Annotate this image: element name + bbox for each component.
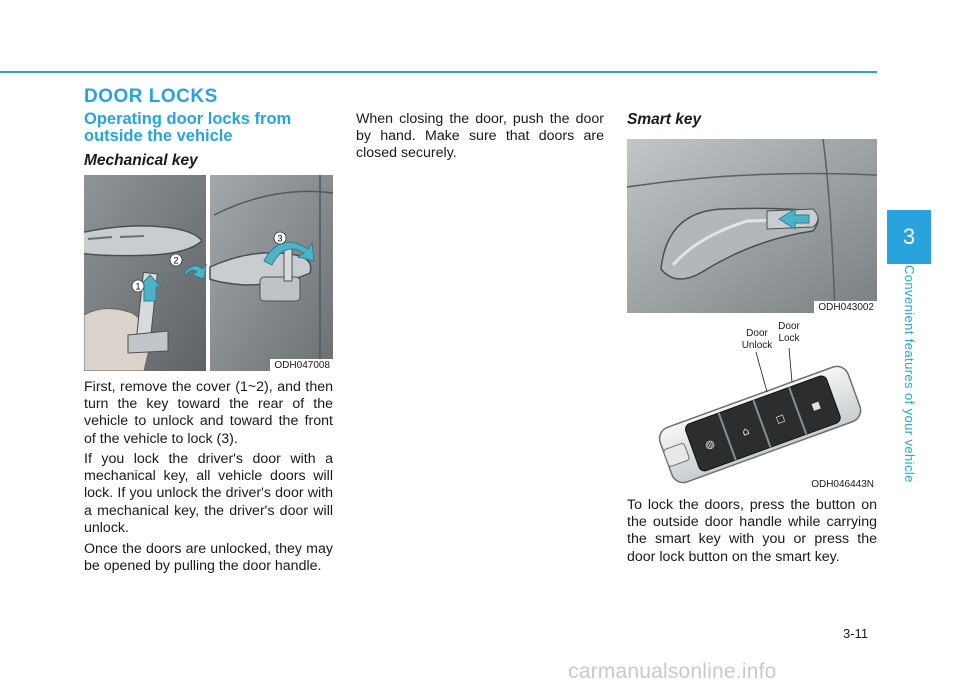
figure-code: ODH047008: [270, 359, 333, 371]
door-lock-label: Door Lock: [778, 321, 800, 344]
mechanical-key-heading: Mechanical key: [84, 152, 198, 169]
chapter-tab: 3: [887, 210, 931, 264]
smart-key-handle-figure: [627, 139, 877, 313]
trunk-button-icon: ⌂: [740, 424, 752, 439]
subheading: Operating door locks from outside the vehicle: [84, 110, 292, 145]
watermark: carmanualsonline.info: [568, 660, 777, 683]
mechanical-key-paragraph-1: First, remove the cover (1~2), and then turn the key toward the rear of the vehicle to unlock and toward the front of the vehicle to lock (3).: [84, 379, 333, 447]
chapter-title-text: Convenient features of your vehicle: [902, 265, 917, 483]
chapter-title: [898, 265, 928, 495]
page-number: 3-11: [843, 626, 869, 641]
door-closing-paragraph: When closing the door, push the door by hand. Make sure that doors are closed securely.: [356, 111, 604, 162]
figure-code: ODH043002: [814, 301, 877, 313]
mechanical-key-illustration: [84, 175, 333, 371]
smart-key-fob-figure: [627, 316, 877, 490]
mechanical-key-figure: [84, 175, 333, 371]
mechanical-key-paragraph-3: Once the doors are unlocked, they may be opened by pulling the door handle.: [84, 541, 333, 575]
callout-2: 2: [173, 255, 179, 266]
top-rule: [0, 71, 877, 73]
smart-key-heading: Smart key: [627, 111, 702, 128]
figure-code: ODH046443N: [807, 478, 877, 490]
callout-3: 3: [277, 233, 283, 244]
door-lock-button-icon: ◼: [809, 398, 823, 414]
door-unlock-label: Door Unlock: [741, 328, 773, 351]
callout-1: 1: [135, 281, 141, 292]
door-handle-illustration: [627, 139, 877, 313]
smart-key-paragraph: To lock the doors, press the button on the outside door handle while carrying the smart key with you or press the door lock button on the smart key.: [627, 497, 877, 565]
section-title: DOOR LOCKS: [84, 86, 218, 107]
door-unlock-button-icon: ◻: [773, 411, 787, 427]
mechanical-key-paragraph-2: If you lock the driver's door with a mechanical key, all vehicle doors will lock. If you unlock the driver's door with a mechanical key, the driver's door will unlock.: [84, 451, 333, 536]
panic-button-icon: ◍: [703, 436, 717, 453]
